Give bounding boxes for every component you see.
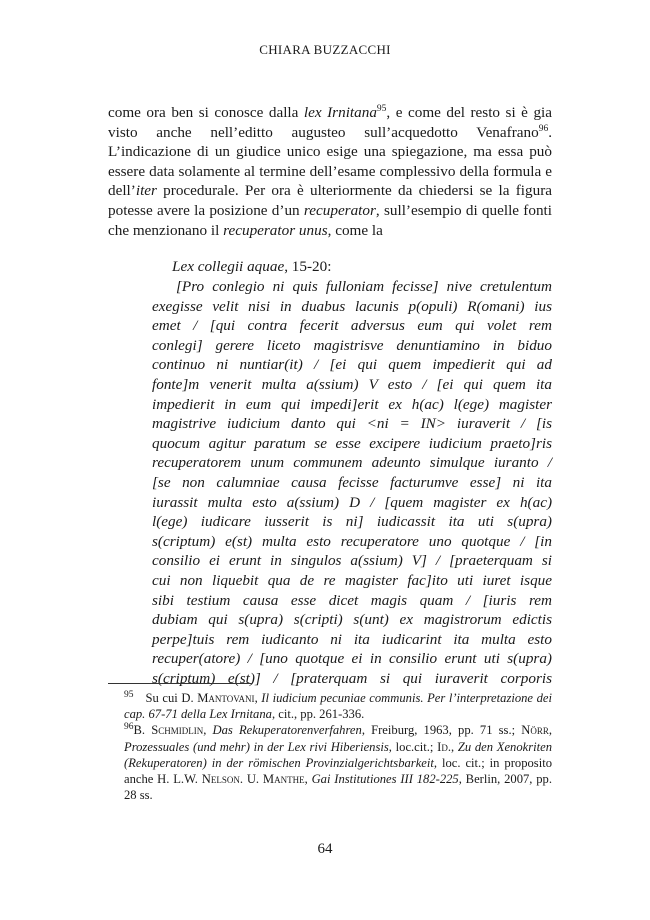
block-quote — [152, 277, 552, 688]
author-name: Id. — [437, 739, 451, 754]
quote-source-range: , 15-20: — [284, 258, 332, 275]
quote-line: sibi testium causa esse dicet magis quam / [iuris rem — [152, 591, 552, 609]
text-run: loc. cit.; in proposito anche H. L.W. — [124, 755, 552, 787]
work-title: Gai Institutiones III 182-225 — [311, 772, 459, 787]
text-run: , cit., pp. 261-336. — [271, 707, 365, 722]
footnotes — [108, 690, 552, 803]
quote-line: s(criptum) e(st) multa esto recuperatore uno quotque / [in — [152, 532, 552, 550]
quote-line: [se non calumniae causa fecisse facturumve esse] ni ita — [152, 473, 552, 491]
footnote-ref-96[interactable]: 96 — [538, 123, 549, 134]
footnote-ref-95[interactable]: 95 — [376, 103, 387, 114]
italic-term: lex Irnitana — [303, 104, 377, 121]
body-paragraph — [108, 103, 552, 240]
work-title: Zu den Xenokriten (Rekuperatoren) in der römischen Provinzialgerichtsbarkeit, — [124, 739, 553, 770]
running-head: CHIARA BUZZACCHI — [259, 42, 391, 57]
quote-line: conlegi] gerere liceto magistrisve denuntiamino in biduo — [152, 336, 552, 354]
quote-line: dubiam qui s(upra) s(cripti) s(unt) ex magistrorum edictis — [152, 611, 552, 629]
text-run: procedurale. Per ora è ulteriormente da chiedersi se la figura potesse avere la posizione d’un — [108, 182, 552, 219]
text-run: . L’indicazione di un giudice unico esige una spiegazione, ma essa può essere data solamente al termine dell’esame complessivo della formula e dell’ — [108, 123, 552, 200]
quote-line: consilio ei erunt in singulos a(ssium) V] / [praeterquam si — [152, 552, 552, 570]
text-run: , Berlin, 2007, pp. 28 ss. — [124, 772, 552, 803]
quote-line: s(criptum) e(st)] / [praterquam si qui iuraverit corporis — [152, 669, 552, 687]
footnote-96 — [108, 722, 552, 803]
work-title: Das Rekuperatorenverfahren — [212, 723, 362, 738]
author-name: Manthe — [262, 772, 305, 787]
quote-line: quocum agitur paratum se esse excipere iudicium praeto]ris — [152, 434, 552, 452]
quote-line: perpe]tuis rem iudicanto ni ita iudicarint ita multa esto — [152, 630, 552, 648]
text-run: B. — [133, 723, 152, 738]
author-name: Nörr — [521, 723, 549, 738]
italic-term: iter — [135, 182, 157, 200]
text-run: Su cui D. — [145, 691, 198, 705]
author-name: Schmidlin — [151, 723, 204, 738]
quote-line: magistrive iudicium danto qui <ni = IN> iuraverit / [is — [152, 415, 552, 433]
text-run: , — [548, 723, 553, 738]
author-name: Mantovani — [197, 691, 255, 705]
footnote-number: 95 — [124, 689, 134, 700]
text-run: , — [304, 772, 312, 787]
quote-line: emet / [qui contra fecerit adversus eum qui volet rem — [152, 317, 552, 335]
text-run: , e come del resto si è gia visto anche nell’editto augusteo sull’acquedotto Venafrano — [108, 104, 552, 141]
quote-line: impedierit in eum qui impedi]erit ex h(ac) l(ege) magister — [152, 395, 552, 413]
page-number: 64 — [317, 841, 333, 857]
text-run: , — [203, 723, 213, 738]
quote-line: continuo ni nuntiar(it) / [ei qui quem impedierit qui ad — [152, 356, 552, 374]
footnote-95 — [108, 690, 552, 722]
work-title: Il iudicium pecuniae communis. Per l’interpretazione dei cap. 67-71 della Lex Irnitana — [124, 691, 552, 722]
quote-line: cui non liquebit qua de re magister fac]ito uti iuret isque — [152, 571, 552, 589]
footnote-divider — [108, 683, 252, 684]
quote-line: [Pro conlegio ni quis fulloniam fecisse] nive cretulentum — [176, 278, 552, 295]
quote-line: fonte]m venerit multa a(ssium) V esto / [ei qui quem ita — [152, 375, 552, 393]
footnote-number: 96 — [124, 722, 134, 733]
italic-term: recuperator unus — [223, 221, 328, 239]
quote-line: exegisse velit nisi in duabus lacunis p(opuli) R(omani) ius — [152, 297, 552, 315]
text-run: , loc.cit.; — [388, 739, 438, 754]
quote-line: l(ege) iudicare iusserit is ni] iudicassit ita uti s(upra) — [152, 513, 552, 531]
quote-line: recuperatorem unum communem adeunto simulque iuranto / — [152, 454, 552, 472]
quote-line: iurassit multa esto a(ssium) D / [quem magister ex h(ac) — [152, 493, 552, 511]
text-run: , sull’esempio di quelle fonti che menzionano il — [108, 201, 552, 239]
quote-source-title: Lex collegii aquae — [172, 258, 285, 275]
text-run: , — [450, 739, 458, 754]
text-run: , — [254, 691, 262, 705]
quote-heading — [172, 257, 552, 277]
text-run: , come la — [327, 221, 383, 239]
text-run: , Freiburg, 1963, pp. 71 ss.; — [361, 723, 522, 738]
italic-term: recuperator — [303, 201, 376, 219]
text-run: come ora ben si conosce dalla — [108, 104, 304, 121]
author-name: Nelson — [201, 772, 240, 787]
quote-line: recuper(atore) / [uno quotque ei in consilio erunt uti s(upra) — [152, 650, 552, 668]
text-run: . U. — [239, 772, 263, 787]
work-title: Prozessuales (und mehr) in der Lex rivi Hiberiensis — [124, 739, 389, 754]
